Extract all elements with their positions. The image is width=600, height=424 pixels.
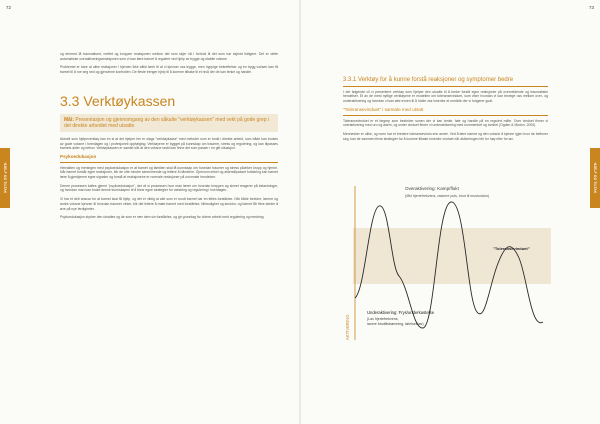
intro-paragraph-1: og dermed få traumatisert, mettet og kroppen reaksjonen mellom det som skjer nå i forhold til det som har skjedd tidligere. Det er dette automatiske overaktiveringsreaksjonen som vi kan lære barnet å regulere ved hjelp av trygge og stabile voksne. xyxy=(60,52,278,61)
under-desc: (Lav hjertefrekvens, lavere blodtilstrømning, følelsesløs) xyxy=(367,317,424,326)
book-gutter xyxy=(299,0,301,424)
right-paragraph-3: Mennesker er ulike, og noen har et bredere toleransevindu enn andre. Ved å lære barnet og den voksne å kjenne igjen hvor de befinner seg, kan de sammen finne strategier for å komme tilbake innenfor vinduet når aktiveringen blir for høy eller for lav. xyxy=(343,131,548,141)
right-paragraph-1: I det følgende vil vi presentere verktøy som hjelper den utsatte til å bedre forstå egne reaksjoner på overveldende og traumatiske hendelser. Et av de mest nyttige verktøyene er modellen om toleransevinduet, som viser hvordan vi kan bevege oss mellom over- og underaktivering og hvordan vi kan øke evnen til å holde oss innenfor et område der vi fungerer godt. xyxy=(343,89,548,104)
over-title: Overaktivering: Kamp/flukt xyxy=(405,186,459,191)
left-page-number: 72 xyxy=(6,5,12,10)
right-heading: 3.3.1 Verktøy for å kunne forstå reaksjoner og symptomer bedre xyxy=(343,77,514,83)
window-label: "Toleransevinduet" xyxy=(493,246,530,251)
psychoedu-paragraph-1: Hensikten og meningen med psykoedukasjon er at barnet og familien skal få kunnskap om hvordan traumer og stress påvirker kropp og hjerne. Når barnet forstår egne reaksjoner, blir de ofte mindre skremmende og lettere å håndtere. Gjennom enkel og alderstilpasset forklaring kan barnet lære å gjenkjenne egne signaler og forstå at reaksjonene er normale reaksjoner på unormale hendelser. xyxy=(60,165,278,180)
window-subheading-rule xyxy=(343,115,548,116)
goal-label: Mål: xyxy=(64,116,74,123)
psychoedu-paragraph-4: Psykoedukasjon styrker den utsattes og de som er nær dem sin forståelse, og gir grunnlag for videre arbeid med regulering og mestring. xyxy=(60,215,265,220)
window-subheading: "Toleransevinduet" i samtale med utsatt xyxy=(343,106,424,112)
tolerance-window-figure xyxy=(343,180,553,342)
right-heading-rule xyxy=(343,86,548,87)
section-body: Aktuelt som hjelpeverktøy kan en si at det hjelper her er slags "verktøykasse" med metoder som er brukt i direkte arbeid, som både kan brukes av gode voksne i hverdagen og i profesjonell oppfølging. Verktøyene er bygget på kunnskap om traumer, stress og regulering, og kan tilpasses barnets alder og behov. Verktøykassen er samlet slik at den voksne raskt kan finne det som passer i en gitt situasjon. xyxy=(60,136,278,151)
axis-label: AKTIVERING xyxy=(345,314,350,340)
psychoedu-paragraph-2: Denne prosessen kalles gjerne "psykoedukasjon", det vil si prosessen hvor man lærer om hvordan kroppen og sinnet reagerer på belastninger, og hvordan man kan bruke denne kunnskapen til å finne egne strategier for mestring og regulering i hverdagen. xyxy=(60,183,278,193)
left-page-column xyxy=(60,52,278,224)
psychoedu-heading: Psykoedukasjon xyxy=(60,153,97,159)
heading-rule xyxy=(60,162,278,163)
over-desc: (Økt hjertefrekvens, raskere puls, blod til muskulatur) xyxy=(405,194,490,198)
right-page-column xyxy=(343,74,548,145)
psychoedu-paragraph-3: Vi har et delt ansvar for at barnet skal få hjelp, og det er viktig at alle som er rundt barnet har en felles forståelse. Når både foreldre, lærere og andre voksne kjenner til hvordan traumer virker, blir det lettere å møte barnet med forståelse, tålmodighet og struktur, og barnet får flere steder å øve på nye ferdigheter. xyxy=(60,197,278,211)
section-title: 3.3 Verktøykassen xyxy=(60,92,176,109)
goal-box xyxy=(60,114,278,132)
left-side-tab xyxy=(0,148,10,208)
tolerance-band xyxy=(353,228,551,284)
goal-text: Presentasjon og gjennomgang av den såkalte "verktøykassen" med vekt på gode grep i det direkte arbeidet med utsatte xyxy=(64,116,270,129)
under-title: Underaktivering: Frys/underkastelse xyxy=(367,310,435,315)
right-side-tab xyxy=(590,148,600,208)
right-page-number: 73 xyxy=(588,5,594,10)
intro-paragraph-2: Problemet er bare at ulike reaksjoner i hjernen ikke alltid fører til at vi kjenner oss trygge, men hyppige bekreftelser og en trygg voksen kan få barnet til å roe seg ned og gjenvinne kontrollen. De fleste trenger hjelp til å komme tilbake til et nivå der de kan tenke og handle. xyxy=(60,65,278,75)
right-side-tab-label: HJELP OG TILTAK xyxy=(593,162,597,194)
left-side-tab-label: HJELP OG TILTAK xyxy=(3,162,7,194)
right-paragraph-2: Toleransevinduet er et begrep som beskriver sonen der vi kan tenke, føle og handle på en regulert måte. Over vinduet finner vi overaktivering med uro og alarm, og under vinduet finner vi underaktivering med nummenhet og tomhet (Ogden & Minton, 2000). xyxy=(343,118,548,128)
